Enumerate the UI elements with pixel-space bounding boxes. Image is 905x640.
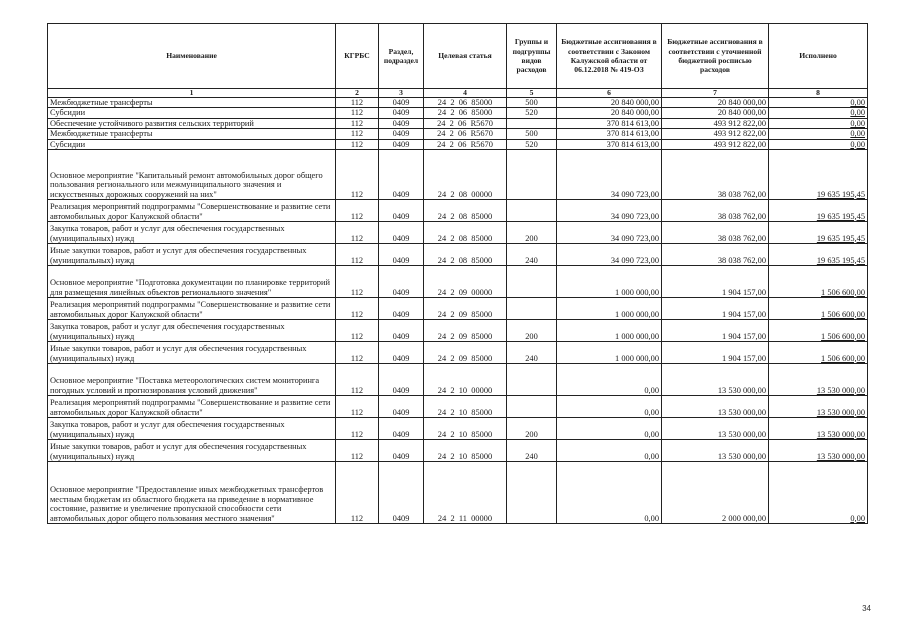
row-section: 0409 [379, 139, 424, 149]
row-section: 0409 [379, 244, 424, 266]
header-row [48, 24, 868, 89]
row-target-article: 24 2 06 R5670 [424, 139, 507, 149]
row-expense-group: 200 [507, 320, 557, 342]
row-kgrbs: 112 [336, 139, 379, 149]
row-revised-allocation: 13 530 000,00 [662, 364, 769, 396]
row-target-article: 24 2 06 R5670 [424, 118, 507, 128]
row-law-allocation: 20 840 000,00 [557, 108, 662, 118]
header-executed: Исполнено [769, 24, 868, 89]
row-name: Иные закупки товаров, работ и услуг для обеспечения государственных (муниципальных) нужд [48, 342, 336, 364]
row-section: 0409 [379, 150, 424, 200]
row-target-article: 24 2 08 85000 [424, 244, 507, 266]
row-revised-allocation: 38 038 762,00 [662, 222, 769, 244]
row-name: Субсидии [48, 139, 336, 149]
row-law-allocation: 34 090 723,00 [557, 200, 662, 222]
row-executed: 1 506 600,00 [769, 320, 868, 342]
column-number-row [48, 89, 868, 98]
row-expense-group [507, 150, 557, 200]
row-target-article: 24 2 11 00000 [424, 462, 507, 524]
row-revised-allocation: 38 038 762,00 [662, 150, 769, 200]
row-name: Закупка товаров, работ и услуг для обеспечения государственных (муниципальных) нужд [48, 320, 336, 342]
row-law-allocation: 370 814 613,00 [557, 139, 662, 149]
row-revised-allocation: 13 530 000,00 [662, 418, 769, 440]
row-name: Межбюджетные трансферты [48, 129, 336, 139]
budget-table [47, 23, 868, 524]
row-expense-group: 520 [507, 139, 557, 149]
row-name: Реализация мероприятий подпрограммы "Совершенствование и развитие сети автомобильных дорог Калужской области" [48, 396, 336, 418]
row-name: Межбюджетные трансферты [48, 98, 336, 108]
row-executed: 0,00 [769, 462, 868, 524]
row-law-allocation: 1 000 000,00 [557, 298, 662, 320]
row-law-allocation: 0,00 [557, 462, 662, 524]
row-section: 0409 [379, 200, 424, 222]
row-section: 0409 [379, 298, 424, 320]
row-executed: 19 635 195,45 [769, 222, 868, 244]
row-executed: 19 635 195,45 [769, 244, 868, 266]
row-kgrbs: 112 [336, 266, 379, 298]
column-number: 5 [507, 89, 557, 98]
table-row [48, 98, 868, 108]
row-section: 0409 [379, 266, 424, 298]
row-revised-allocation: 2 000 000,00 [662, 462, 769, 524]
row-name: Реализация мероприятий подпрограммы "Совершенствование и развитие сети автомобильных дорог Калужской области" [48, 298, 336, 320]
row-kgrbs: 112 [336, 342, 379, 364]
row-law-allocation: 370 814 613,00 [557, 118, 662, 128]
table-row [48, 320, 868, 342]
row-revised-allocation: 20 840 000,00 [662, 108, 769, 118]
row-executed: 0,00 [769, 98, 868, 108]
row-expense-group: 200 [507, 418, 557, 440]
row-law-allocation: 0,00 [557, 364, 662, 396]
row-law-allocation: 1 000 000,00 [557, 320, 662, 342]
row-target-article: 24 2 09 85000 [424, 342, 507, 364]
row-expense-group: 240 [507, 440, 557, 462]
column-number: 2 [336, 89, 379, 98]
row-executed: 1 506 600,00 [769, 342, 868, 364]
header-target-article: Целевая статья [424, 24, 507, 89]
row-section: 0409 [379, 462, 424, 524]
row-executed: 0,00 [769, 139, 868, 149]
table-body [48, 98, 868, 524]
header-name: Наименование [48, 24, 336, 89]
row-expense-group [507, 266, 557, 298]
row-kgrbs: 112 [336, 108, 379, 118]
row-kgrbs: 112 [336, 396, 379, 418]
row-target-article: 24 2 08 85000 [424, 222, 507, 244]
row-name: Основное мероприятие "Предоставление иных межбюджетных трансфертов местным бюджетам из областного бюджета на приведение в нормативное состояние, развитие и увеличение пропускной способности сети автомобильных дорог общего пользования местного значения" [48, 462, 336, 524]
row-revised-allocation: 493 912 822,00 [662, 129, 769, 139]
row-kgrbs: 112 [336, 320, 379, 342]
row-kgrbs: 112 [336, 118, 379, 128]
row-revised-allocation: 13 530 000,00 [662, 440, 769, 462]
row-target-article: 24 2 10 00000 [424, 364, 507, 396]
row-kgrbs: 112 [336, 200, 379, 222]
row-section: 0409 [379, 364, 424, 396]
row-executed: 0,00 [769, 108, 868, 118]
row-law-allocation: 370 814 613,00 [557, 129, 662, 139]
table-row [48, 139, 868, 149]
row-target-article: 24 2 06 85000 [424, 108, 507, 118]
row-revised-allocation: 1 904 157,00 [662, 320, 769, 342]
row-expense-group: 520 [507, 108, 557, 118]
row-target-article: 24 2 08 00000 [424, 150, 507, 200]
row-executed: 13 530 000,00 [769, 418, 868, 440]
row-section: 0409 [379, 418, 424, 440]
header-kgrbs: КГРБС [336, 24, 379, 89]
row-kgrbs: 112 [336, 418, 379, 440]
row-expense-group: 500 [507, 129, 557, 139]
row-target-article: 24 2 10 85000 [424, 396, 507, 418]
column-number: 1 [48, 89, 336, 98]
column-number: 7 [662, 89, 769, 98]
row-name: Основное мероприятие "Подготовка документации по планировке территорий для размещения линейных объектов регионального значения" [48, 266, 336, 298]
header-section: Раздел, подраздел [379, 24, 424, 89]
row-revised-allocation: 493 912 822,00 [662, 139, 769, 149]
row-target-article: 24 2 10 85000 [424, 440, 507, 462]
row-executed: 13 530 000,00 [769, 440, 868, 462]
row-expense-group [507, 364, 557, 396]
row-expense-group [507, 118, 557, 128]
row-kgrbs: 112 [336, 440, 379, 462]
row-expense-group [507, 298, 557, 320]
row-law-allocation: 0,00 [557, 440, 662, 462]
column-number: 8 [769, 89, 868, 98]
header-law-allocation: Бюджетные ассигнования в соответствии с Законом Калужской области от 06.12.2018 № 419-ОЗ [557, 24, 662, 89]
row-executed: 1 506 600,00 [769, 266, 868, 298]
row-section: 0409 [379, 440, 424, 462]
row-section: 0409 [379, 396, 424, 418]
row-executed: 19 635 195,45 [769, 200, 868, 222]
row-revised-allocation: 1 904 157,00 [662, 266, 769, 298]
row-name: Основное мероприятие "Поставка метеорологических систем мониторинга погодных условий и прогнозирования условий движения" [48, 364, 336, 396]
row-executed: 19 635 195,45 [769, 150, 868, 200]
row-name: Обеспечение устойчивого развития сельских территорий [48, 118, 336, 128]
row-name: Закупка товаров, работ и услуг для обеспечения государственных (муниципальных) нужд [48, 418, 336, 440]
row-revised-allocation: 493 912 822,00 [662, 118, 769, 128]
row-name: Основное мероприятие "Капитальный ремонт автомобильных дорог общего пользования регионального или межмуниципального значения и искусственных дорожных сооружений на них" [48, 150, 336, 200]
table-row [48, 129, 868, 139]
header-expense-group: Группы и подгруппы видов расходов [507, 24, 557, 89]
row-target-article: 24 2 09 00000 [424, 266, 507, 298]
page-number: 34 [862, 604, 871, 613]
row-section: 0409 [379, 118, 424, 128]
table-row [48, 298, 868, 320]
table-row [48, 396, 868, 418]
row-executed: 13 530 000,00 [769, 364, 868, 396]
row-name: Иные закупки товаров, работ и услуг для обеспечения государственных (муниципальных) нужд [48, 440, 336, 462]
row-expense-group [507, 396, 557, 418]
row-kgrbs: 112 [336, 129, 379, 139]
row-expense-group: 240 [507, 342, 557, 364]
table-row [48, 118, 868, 128]
row-target-article: 24 2 09 85000 [424, 298, 507, 320]
row-expense-group: 500 [507, 98, 557, 108]
table-row [48, 440, 868, 462]
row-target-article: 24 2 06 R5670 [424, 129, 507, 139]
table-row [48, 108, 868, 118]
row-section: 0409 [379, 320, 424, 342]
row-revised-allocation: 1 904 157,00 [662, 298, 769, 320]
table-row [48, 244, 868, 266]
row-executed: 0,00 [769, 118, 868, 128]
column-number: 4 [424, 89, 507, 98]
table-row [48, 222, 868, 244]
row-revised-allocation: 20 840 000,00 [662, 98, 769, 108]
row-kgrbs: 112 [336, 364, 379, 396]
table-row [48, 266, 868, 298]
row-kgrbs: 112 [336, 150, 379, 200]
row-name: Иные закупки товаров, работ и услуг для обеспечения государственных (муниципальных) нужд [48, 244, 336, 266]
row-revised-allocation: 13 530 000,00 [662, 396, 769, 418]
row-executed: 0,00 [769, 129, 868, 139]
row-law-allocation: 1 000 000,00 [557, 342, 662, 364]
row-expense-group [507, 462, 557, 524]
row-kgrbs: 112 [336, 244, 379, 266]
table-row [48, 342, 868, 364]
table-row [48, 150, 868, 200]
row-target-article: 24 2 10 85000 [424, 418, 507, 440]
row-target-article: 24 2 06 85000 [424, 98, 507, 108]
row-law-allocation: 34 090 723,00 [557, 150, 662, 200]
row-section: 0409 [379, 129, 424, 139]
row-target-article: 24 2 08 85000 [424, 200, 507, 222]
row-revised-allocation: 1 904 157,00 [662, 342, 769, 364]
row-law-allocation: 34 090 723,00 [557, 244, 662, 266]
row-kgrbs: 112 [336, 462, 379, 524]
header-revised-allocation: Бюджетные ассигнования в соответствии с уточненной бюджетной росписью расходов [662, 24, 769, 89]
row-law-allocation: 0,00 [557, 396, 662, 418]
row-expense-group [507, 200, 557, 222]
row-expense-group: 200 [507, 222, 557, 244]
table-row [48, 462, 868, 524]
row-executed: 13 530 000,00 [769, 396, 868, 418]
table-row [48, 364, 868, 396]
row-name: Закупка товаров, работ и услуг для обеспечения государственных (муниципальных) нужд [48, 222, 336, 244]
row-law-allocation: 1 000 000,00 [557, 266, 662, 298]
row-kgrbs: 112 [336, 98, 379, 108]
row-law-allocation: 20 840 000,00 [557, 98, 662, 108]
row-law-allocation: 34 090 723,00 [557, 222, 662, 244]
row-name: Субсидии [48, 108, 336, 118]
row-kgrbs: 112 [336, 222, 379, 244]
table-row [48, 418, 868, 440]
row-expense-group: 240 [507, 244, 557, 266]
column-number: 6 [557, 89, 662, 98]
row-law-allocation: 0,00 [557, 418, 662, 440]
row-name: Реализация мероприятий подпрограммы "Совершенствование и развитие сети автомобильных дорог Калужской области" [48, 200, 336, 222]
table-row [48, 200, 868, 222]
row-target-article: 24 2 09 85000 [424, 320, 507, 342]
row-revised-allocation: 38 038 762,00 [662, 244, 769, 266]
row-revised-allocation: 38 038 762,00 [662, 200, 769, 222]
row-executed: 1 506 600,00 [769, 298, 868, 320]
row-section: 0409 [379, 222, 424, 244]
row-section: 0409 [379, 98, 424, 108]
row-section: 0409 [379, 342, 424, 364]
column-number: 3 [379, 89, 424, 98]
row-section: 0409 [379, 108, 424, 118]
row-kgrbs: 112 [336, 298, 379, 320]
